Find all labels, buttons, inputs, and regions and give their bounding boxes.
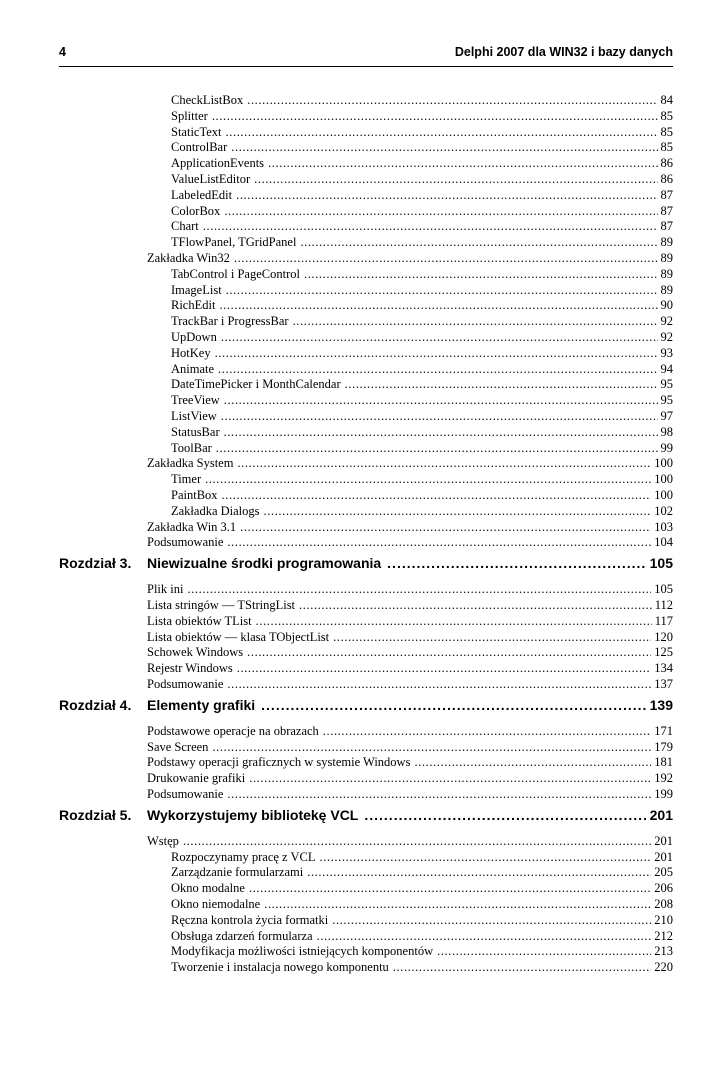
entry-page-number: 85 [660,108,673,123]
entry-title: Lista stringów — TStringList [147,598,296,612]
toc-subsection-entry [171,92,673,108]
dot-leader [234,250,658,266]
entry-title: TabControl i PageControl [171,266,300,281]
entry-page-number: 89 [660,266,673,281]
toc-subsection-entry [171,424,673,440]
toc-subsection-entry [171,234,673,250]
entry-page-number: 84 [660,93,673,107]
chapter-title: Niewizualne środki programowania [147,555,382,572]
entry-title: HotKey [171,345,211,360]
toc-subsection-entry [171,503,673,519]
dot-leader [221,408,658,424]
entry-page-number: 181 [654,755,673,770]
dot-leader [254,171,657,187]
dot-leader [293,313,658,329]
entry-title: ControlBar [171,140,228,155]
dot-leader [264,503,652,519]
entry-title: Zakładka Dialogs [171,503,260,518]
entry-page-number: 192 [654,771,673,786]
toc-section-entry [147,723,673,739]
page-number: 4 [59,45,66,59]
toc-section-entry [147,629,673,645]
dot-leader [268,155,657,171]
entry-title: Lista obiektów TList [147,613,252,628]
dot-leader [205,471,651,487]
entry-title: Podstawowe operacje na obrazach [147,723,319,738]
toc-subsection-entry [171,487,673,503]
entry-page-number: 205 [654,865,673,880]
toc-subsection-entry [171,329,673,345]
chapter-title: Wykorzystujemy bibliotekę VCL [147,806,359,823]
dot-leader [219,297,657,313]
running-title: Delphi 2007 dla WIN32 i bazy danych [454,45,673,59]
entry-page-number: 199 [654,787,673,801]
entry-title: ApplicationEvents [171,156,265,171]
toc-subsection-entry [171,849,673,865]
entry-title: Drukowanie grafiki [147,771,246,786]
entry-page-number: 89 [660,251,673,265]
entry-page-number: 201 [654,849,673,864]
dot-leader [320,849,652,865]
entry-title: Zakładka Win32 [147,251,230,265]
chapter-title: Elementy grafiki [147,696,256,713]
chapter-page-number: 201 [649,806,673,823]
toc-section-entry [147,250,673,266]
dot-leader [222,487,652,503]
toc-section-entry [147,833,673,849]
entry-title: Podsumowanie [147,535,224,550]
dot-leader [332,912,651,928]
toc-subsection-entry [171,408,673,424]
dot-leader [216,440,658,456]
entry-title: Rozpoczynamy pracę z VCL [171,849,316,864]
toc-section-entry [147,534,673,550]
dot-leader [237,660,652,676]
dot-leader [414,754,651,770]
toc-subsection-entry [171,440,673,456]
dot-leader [218,361,657,377]
entry-title: StatusBar [171,424,220,439]
toc-subsection-entry [171,124,673,140]
entry-title: PaintBox [171,488,218,502]
entry-page-number: 112 [654,598,673,612]
toc-subsection-entry [171,361,673,377]
entry-page-number: 210 [654,912,673,927]
entry-title: Rejestr Windows [147,661,233,676]
entry-title: Animate [171,361,215,376]
dot-leader [261,697,645,713]
entry-page-number: 90 [660,298,673,313]
dot-leader [364,807,645,823]
dot-leader [221,329,658,345]
entry-page-number: 125 [654,645,673,660]
header-rule [59,66,673,67]
toc-section-entry [147,519,673,535]
entry-page-number: 105 [654,582,673,597]
chapter-label: Rozdział 5. [59,806,132,823]
chapter-heading [59,697,673,717]
dot-leader [203,218,658,234]
dot-leader [247,92,657,108]
dot-leader [304,266,658,282]
entry-title: UpDown [171,330,217,344]
entry-title: Save Screen [147,739,209,754]
toc-section-entry [147,770,673,786]
toc-subsection-entry [171,108,673,124]
dot-leader [227,786,651,802]
toc-subsection-entry [171,392,673,408]
entry-title: Tworzenie i instalacja nowego komponentu [171,960,389,975]
entry-page-number: 206 [654,881,673,896]
entry-page-number: 89 [660,282,673,297]
entry-page-number: 171 [654,723,673,738]
entry-title: ValueListEditor [171,172,251,186]
dot-leader [264,896,651,912]
entry-title: Timer [171,472,202,487]
entry-title: Schowek Windows [147,645,244,660]
dot-leader [236,187,657,203]
chapter-page-number: 105 [649,555,673,572]
entry-title: Lista obiektów — klasa TObjectList [147,629,330,644]
entry-title: TFlowPanel, TGridPanel [171,235,297,250]
dot-leader [227,676,651,692]
dot-leader [393,959,651,975]
entry-title: RichEdit [171,298,216,313]
dot-leader [212,108,658,124]
toc-subsection-entry [171,139,673,155]
dot-leader [224,392,658,408]
dot-leader [249,880,651,896]
entry-page-number: 213 [654,944,673,959]
toc-section-entry [147,786,673,802]
toc-section-entry [147,581,673,597]
entry-title: Modyfikacja możliwości istniejących komponentów [171,944,434,959]
entry-page-number: 212 [654,928,673,943]
entry-title: Zakładka System [147,456,234,471]
entry-page-number: 87 [660,203,673,218]
toc-subsection-entry [171,203,673,219]
dot-leader [226,282,658,298]
dot-leader [183,833,651,849]
toc-section-entry [147,644,673,660]
dot-leader [437,943,651,959]
entry-title: Podstawy operacji graficznych w systemie Windows [147,755,411,770]
toc-subsection-entry [171,376,673,392]
entry-page-number: 100 [654,488,673,502]
entry-page-number: 89 [660,235,673,250]
dot-leader [307,864,651,880]
entry-title: ToolBar [171,440,212,455]
dot-leader [237,455,651,471]
dot-leader [323,723,651,739]
entry-title: Plik ini [147,582,184,597]
toc-subsection-entry [171,959,673,975]
chapter-heading [59,555,673,575]
toc-subsection-entry [171,912,673,928]
chapter-label: Rozdział 4. [59,696,132,713]
entry-page-number: 100 [654,456,673,471]
entry-title: ListView [171,409,217,423]
entry-page-number: 104 [654,535,673,550]
dot-leader [317,928,652,944]
dot-leader [300,234,657,250]
entry-page-number: 87 [660,219,673,234]
entry-page-number: 95 [660,393,673,408]
entry-title: Podsumowanie [147,677,224,691]
toc-subsection-entry [171,896,673,912]
toc-section-entry [147,455,673,471]
entry-page-number: 201 [654,833,673,848]
dot-leader [227,534,651,550]
entry-title: LabeledEdit [171,187,233,202]
entry-page-number: 85 [660,124,673,139]
chapter-page-number: 139 [649,696,673,713]
entry-title: Okno modalne [171,881,245,896]
entry-page-number: 117 [654,613,673,628]
toc-subsection-entry [171,943,673,959]
entry-page-number: 93 [660,345,673,360]
entry-page-number: 120 [654,629,673,644]
entry-page-number: 220 [654,960,673,975]
dot-leader [212,739,651,755]
entry-title: TrackBar i ProgressBar [171,314,289,329]
dot-leader [247,644,651,660]
entry-page-number: 92 [660,330,673,344]
toc-subsection-entry [171,471,673,487]
entry-title: Okno niemodalne [171,897,261,911]
entry-page-number: 95 [660,377,673,392]
dot-leader [249,770,651,786]
entry-title: DateTimePicker i MonthCalendar [171,377,341,392]
dot-leader [299,597,652,613]
chapter-label: Rozdział 3. [59,555,132,572]
entry-page-number: 85 [660,140,673,155]
entry-title: Podsumowanie [147,787,224,801]
entry-page-number: 94 [660,361,673,376]
entry-page-number: 99 [660,440,673,455]
toc-subsection-entry [171,218,673,234]
toc-subsection-entry [171,155,673,171]
entry-title: ColorBox [171,203,221,218]
dot-leader [226,124,658,140]
entry-page-number: 100 [654,472,673,487]
entry-page-number: 86 [660,172,673,186]
dot-leader [387,555,645,571]
toc-subsection-entry [171,864,673,880]
dot-leader [215,345,658,361]
toc-section-entry [147,597,673,613]
running-header [59,42,673,62]
entry-title: StaticText [171,124,222,139]
entry-page-number: 97 [660,409,673,423]
entry-page-number: 103 [654,519,673,534]
toc-subsection-entry [171,266,673,282]
dot-leader [224,424,658,440]
entry-page-number: 137 [654,677,673,691]
dot-leader [256,613,652,629]
entry-title: CheckListBox [171,93,244,107]
entry-page-number: 208 [654,897,673,911]
entry-page-number: 134 [654,661,673,676]
toc-subsection-entry [171,313,673,329]
entry-title: Zakładka Win 3.1 [147,519,237,534]
dot-leader [240,519,651,535]
toc-subsection-entry [171,171,673,187]
entry-title: Wstęp [147,833,179,848]
entry-page-number: 86 [660,156,673,171]
toc-section-entry [147,739,673,755]
toc-section-entry [147,676,673,692]
toc-section-entry [147,613,673,629]
entry-page-number: 179 [654,739,673,754]
toc-section-entry [147,754,673,770]
entry-title: Splitter [171,108,208,123]
toc-subsection-entry [171,297,673,313]
dot-leader [187,581,651,597]
toc-subsection-entry [171,880,673,896]
dot-leader [333,629,651,645]
entry-title: Zarządzanie formularzami [171,865,304,880]
toc-section-entry [147,660,673,676]
entry-title: Ręczna kontrola życia formatki [171,912,329,927]
entry-page-number: 98 [660,424,673,439]
dot-leader [224,203,657,219]
toc-subsection-entry [171,928,673,944]
toc-subsection-entry [171,187,673,203]
entry-page-number: 87 [660,187,673,202]
entry-title: TreeView [171,393,220,408]
chapter-heading [59,807,673,827]
entry-page-number: 92 [660,314,673,329]
dot-leader [231,139,657,155]
entry-title: ImageList [171,282,222,297]
entry-title: Obsługa zdarzeń formularza [171,928,313,943]
toc-subsection-entry [171,345,673,361]
toc-subsection-entry [171,282,673,298]
dot-leader [345,376,658,392]
entry-page-number: 102 [654,503,673,518]
entry-title: Chart [171,219,199,234]
